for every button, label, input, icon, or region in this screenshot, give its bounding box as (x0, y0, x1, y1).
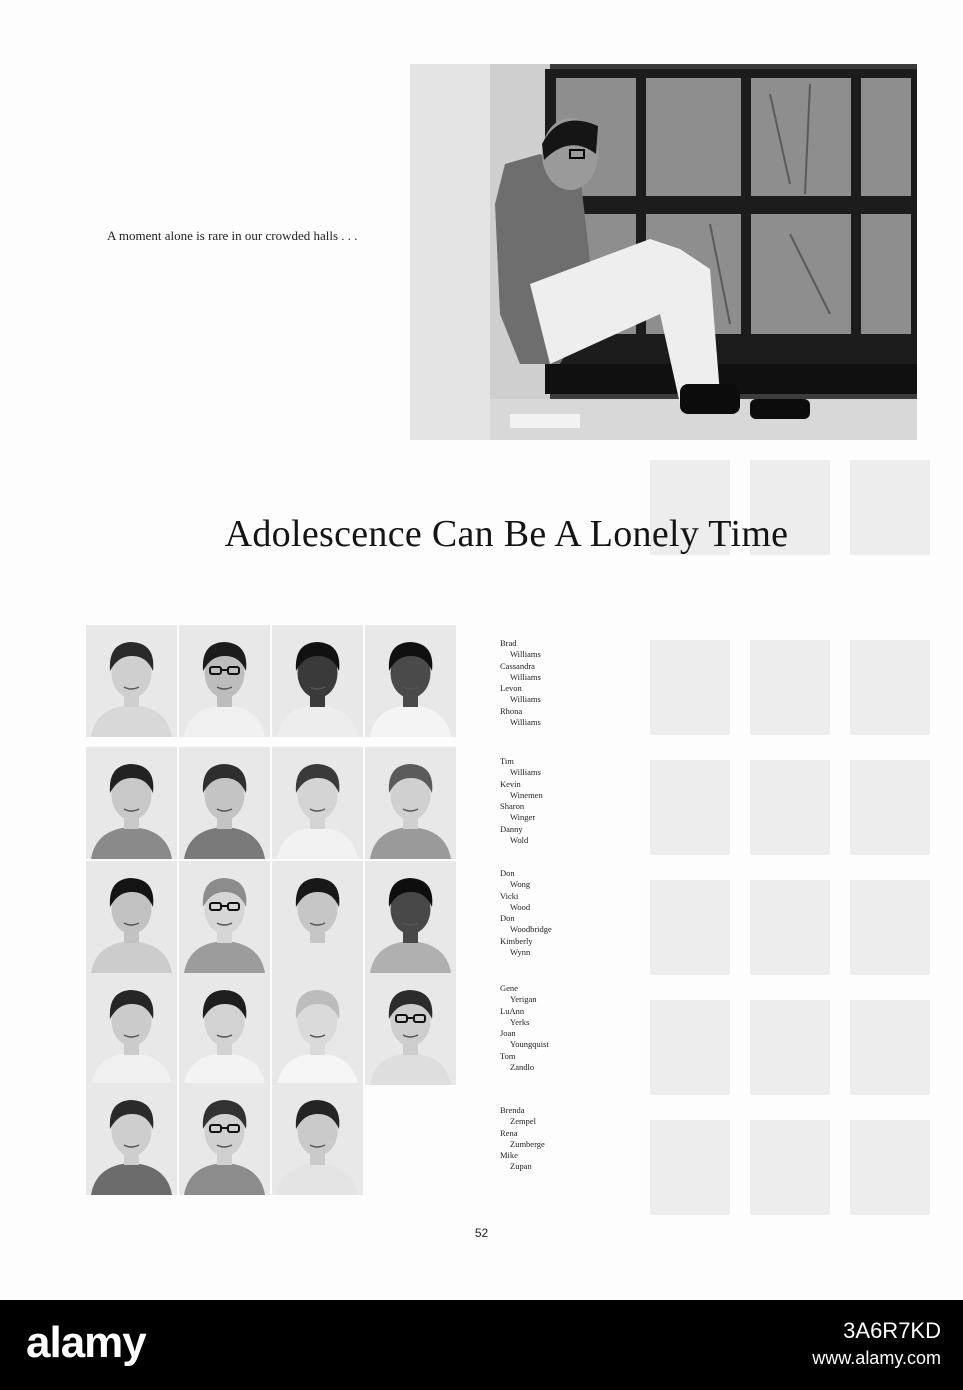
student-portrait (272, 973, 363, 1085)
first-name: Don (500, 868, 515, 878)
first-name: Brad (500, 638, 517, 648)
last-name: Wold (510, 835, 529, 846)
last-name: Zumberge (510, 1138, 545, 1149)
last-name: Williams (510, 671, 541, 682)
student-portrait (179, 747, 270, 859)
watermark-logo: alamy (26, 1318, 146, 1367)
watermark-image-id: 3A6R7KD (843, 1318, 941, 1343)
student-portrait (272, 1083, 363, 1195)
name-group (500, 756, 543, 846)
student-portrait (179, 1083, 270, 1195)
last-name: Williams (510, 767, 541, 778)
name-group (500, 983, 549, 1073)
watermark-url: www.alamy.com (812, 1348, 941, 1368)
last-name: Zandlo (510, 1062, 535, 1073)
student-portrait (272, 747, 363, 859)
photo-caption: A moment alone is rare in our crowded halls . . . (107, 228, 358, 243)
first-name: Mike (500, 1150, 518, 1161)
last-name: Winger (510, 812, 536, 823)
student-portrait (86, 1083, 177, 1195)
student-portrait (86, 747, 177, 859)
headline-text: Adolescence Can Be A Lonely Time (224, 513, 789, 555)
last-name: Yerigan (510, 994, 537, 1005)
bleed-through-shadow (560, 440, 960, 1300)
name-group (500, 638, 541, 728)
student-portrait (179, 973, 270, 1085)
first-name: Kevin (500, 778, 521, 789)
student-portrait (365, 973, 456, 1085)
first-name: Sharon (500, 801, 525, 812)
first-name: Danny (500, 823, 523, 834)
student-portrait (272, 625, 363, 737)
last-name: Winemen (510, 789, 543, 800)
first-name: Rena (500, 1127, 518, 1138)
student-portrait (86, 861, 177, 973)
headline (0, 512, 963, 556)
name-group (500, 868, 552, 958)
first-name: Rhona (500, 705, 523, 716)
last-name: Yerks (510, 1016, 530, 1027)
last-name: Zempel (510, 1116, 536, 1127)
last-name: Williams (510, 694, 541, 705)
student-portrait (179, 625, 270, 737)
first-name: LuAnn (500, 1005, 525, 1016)
window-photo (410, 64, 917, 440)
name-group (500, 1105, 545, 1173)
first-name: Tim (500, 756, 514, 766)
boy-at-window-illustration (410, 64, 917, 440)
first-name: Gene (500, 983, 518, 993)
last-name: Williams (510, 717, 541, 728)
student-portrait (365, 625, 456, 737)
last-name: Williams (510, 649, 541, 660)
student-portrait (272, 861, 363, 973)
first-name: Joan (500, 1028, 516, 1039)
first-name: Tom (500, 1050, 516, 1061)
last-name: Zupan (510, 1161, 532, 1172)
student-portrait (86, 625, 177, 737)
first-name: Kimberly (500, 935, 533, 946)
last-name: Youngquist (510, 1039, 549, 1050)
last-name: Wynn (510, 947, 531, 958)
student-portrait (86, 973, 177, 1085)
student-portrait (365, 861, 456, 973)
last-name: Wong (510, 879, 531, 890)
student-portrait (179, 861, 270, 973)
first-name: Vicki (500, 890, 519, 901)
last-name: Woodbridge (510, 924, 552, 935)
first-name: Don (500, 913, 515, 924)
first-name: Levon (500, 683, 522, 694)
last-name: Wood (510, 901, 531, 912)
student-portrait (365, 747, 456, 859)
first-name: Brenda (500, 1105, 525, 1115)
first-name: Cassandra (500, 660, 535, 671)
page-number: 52 (474, 1226, 489, 1240)
